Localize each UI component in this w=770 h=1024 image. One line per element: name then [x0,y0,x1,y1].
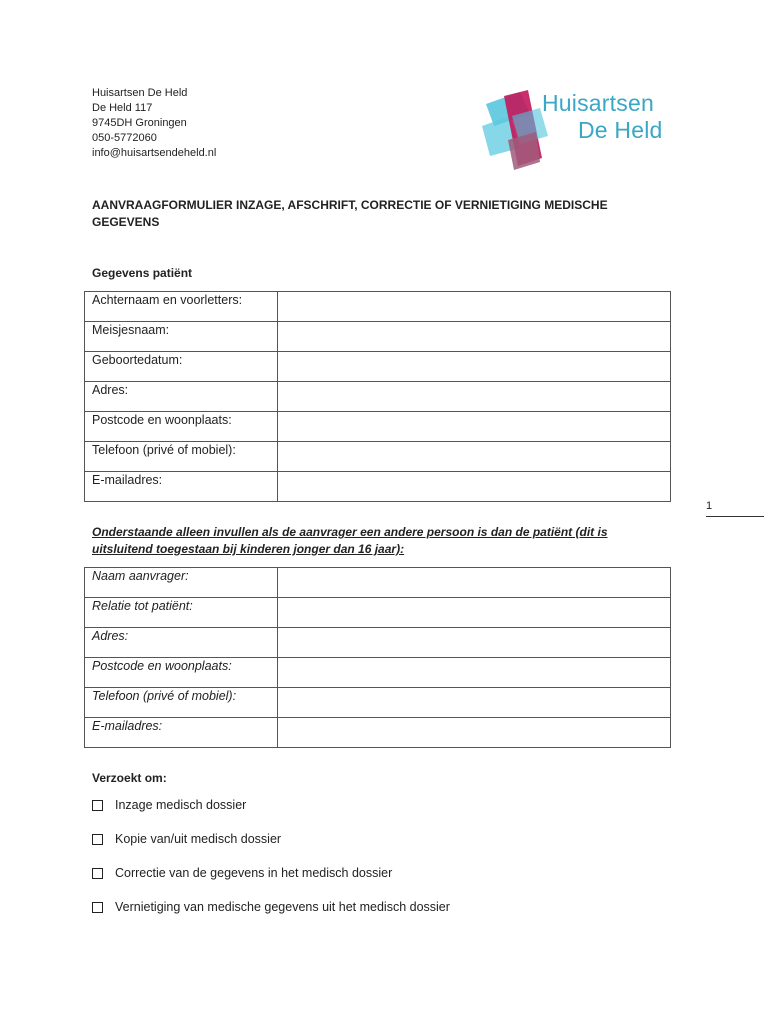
requester-phone-input[interactable] [278,688,671,718]
maiden-name-input[interactable] [278,322,671,352]
field-label: Relatie tot patiënt: [85,598,278,628]
option-correctie[interactable] [92,866,392,880]
table-row [85,292,671,322]
field-label: Telefoon (privé of mobiel): [85,442,278,472]
table-row [85,688,671,718]
table-row [85,382,671,412]
field-label: Postcode en woonplaats: [85,412,278,442]
address-line-email: info@huisartsendeheld.nl [92,147,217,159]
address-input[interactable] [278,382,671,412]
option-kopie[interactable] [92,832,281,846]
relation-input[interactable] [278,598,671,628]
document-title: AANVRAAGFORMULIER INZAGE, AFSCHRIFT, CORRECTIE OF VERNIETIGING MEDISCHE GEGEVENS [92,198,608,229]
logo-mark-icon [480,86,550,176]
field-label: E-mailadres: [85,718,278,748]
requester-address-input[interactable] [278,628,671,658]
address-line-name: Huisartsen De Held [92,87,188,99]
checkbox-icon[interactable] [92,902,103,913]
checkbox-icon[interactable] [92,800,103,811]
field-label: Adres: [85,382,278,412]
practice-address [92,86,216,161]
requester-note: Onderstaande alleen invullen als de aanvrager een andere persoon is dan de patiënt (dit is uitsluitend toegestaan bij kinderen jonger dan 16 jaar): [92,525,608,556]
logo-text-line2: De Held [578,117,663,143]
address-line-phone: 050-5772060 [92,132,157,144]
requester-email-input[interactable] [278,718,671,748]
field-label: Geboortedatum: [85,352,278,382]
table-row [85,718,671,748]
field-label: Telefoon (privé of mobiel): [85,688,278,718]
option-label: Inzage medisch dossier [115,798,247,812]
table-row [85,442,671,472]
field-label: E-mailadres: [85,472,278,502]
address-line-street: De Held 117 [92,102,153,114]
table-row [85,322,671,352]
practice-logo [480,86,680,176]
table-row [85,472,671,502]
option-inzage[interactable] [92,798,246,812]
address-line-city: 9745DH Groningen [92,117,187,129]
table-row [85,412,671,442]
page-number: 1 [706,500,713,512]
requester-name-input[interactable] [278,568,671,598]
request-section-heading: Verzoekt om: [92,771,167,785]
logo-text-line1: Huisartsen [542,90,654,116]
field-label: Achternaam en voorletters: [85,292,278,322]
table-row [85,598,671,628]
patient-section-heading: Gegevens patiënt [92,266,193,280]
field-label: Postcode en woonplaats: [85,658,278,688]
phone-input[interactable] [278,442,671,472]
table-row [85,352,671,382]
option-vernietiging[interactable] [92,900,450,914]
table-row [85,658,671,688]
requester-form-table [84,567,671,748]
option-label: Correctie van de gegevens in het medisch dossier [115,866,393,880]
postcode-city-input[interactable] [278,412,671,442]
field-label: Adres: [85,628,278,658]
option-label: Vernietiging van medische gegevens uit het medisch dossier [115,900,450,914]
table-row [85,628,671,658]
page-number-rule [706,516,764,517]
requester-postcode-city-input[interactable] [278,658,671,688]
birthdate-input[interactable] [278,352,671,382]
surname-input[interactable] [278,292,671,322]
logo-text [542,90,663,144]
checkbox-icon[interactable] [92,834,103,845]
option-label: Kopie van/uit medisch dossier [115,832,282,846]
patient-form-table [84,291,671,502]
field-label: Meisjesnaam: [85,322,278,352]
field-label: Naam aanvrager: [85,568,278,598]
checkbox-icon[interactable] [92,868,103,879]
email-input[interactable] [278,472,671,502]
table-row [85,568,671,598]
